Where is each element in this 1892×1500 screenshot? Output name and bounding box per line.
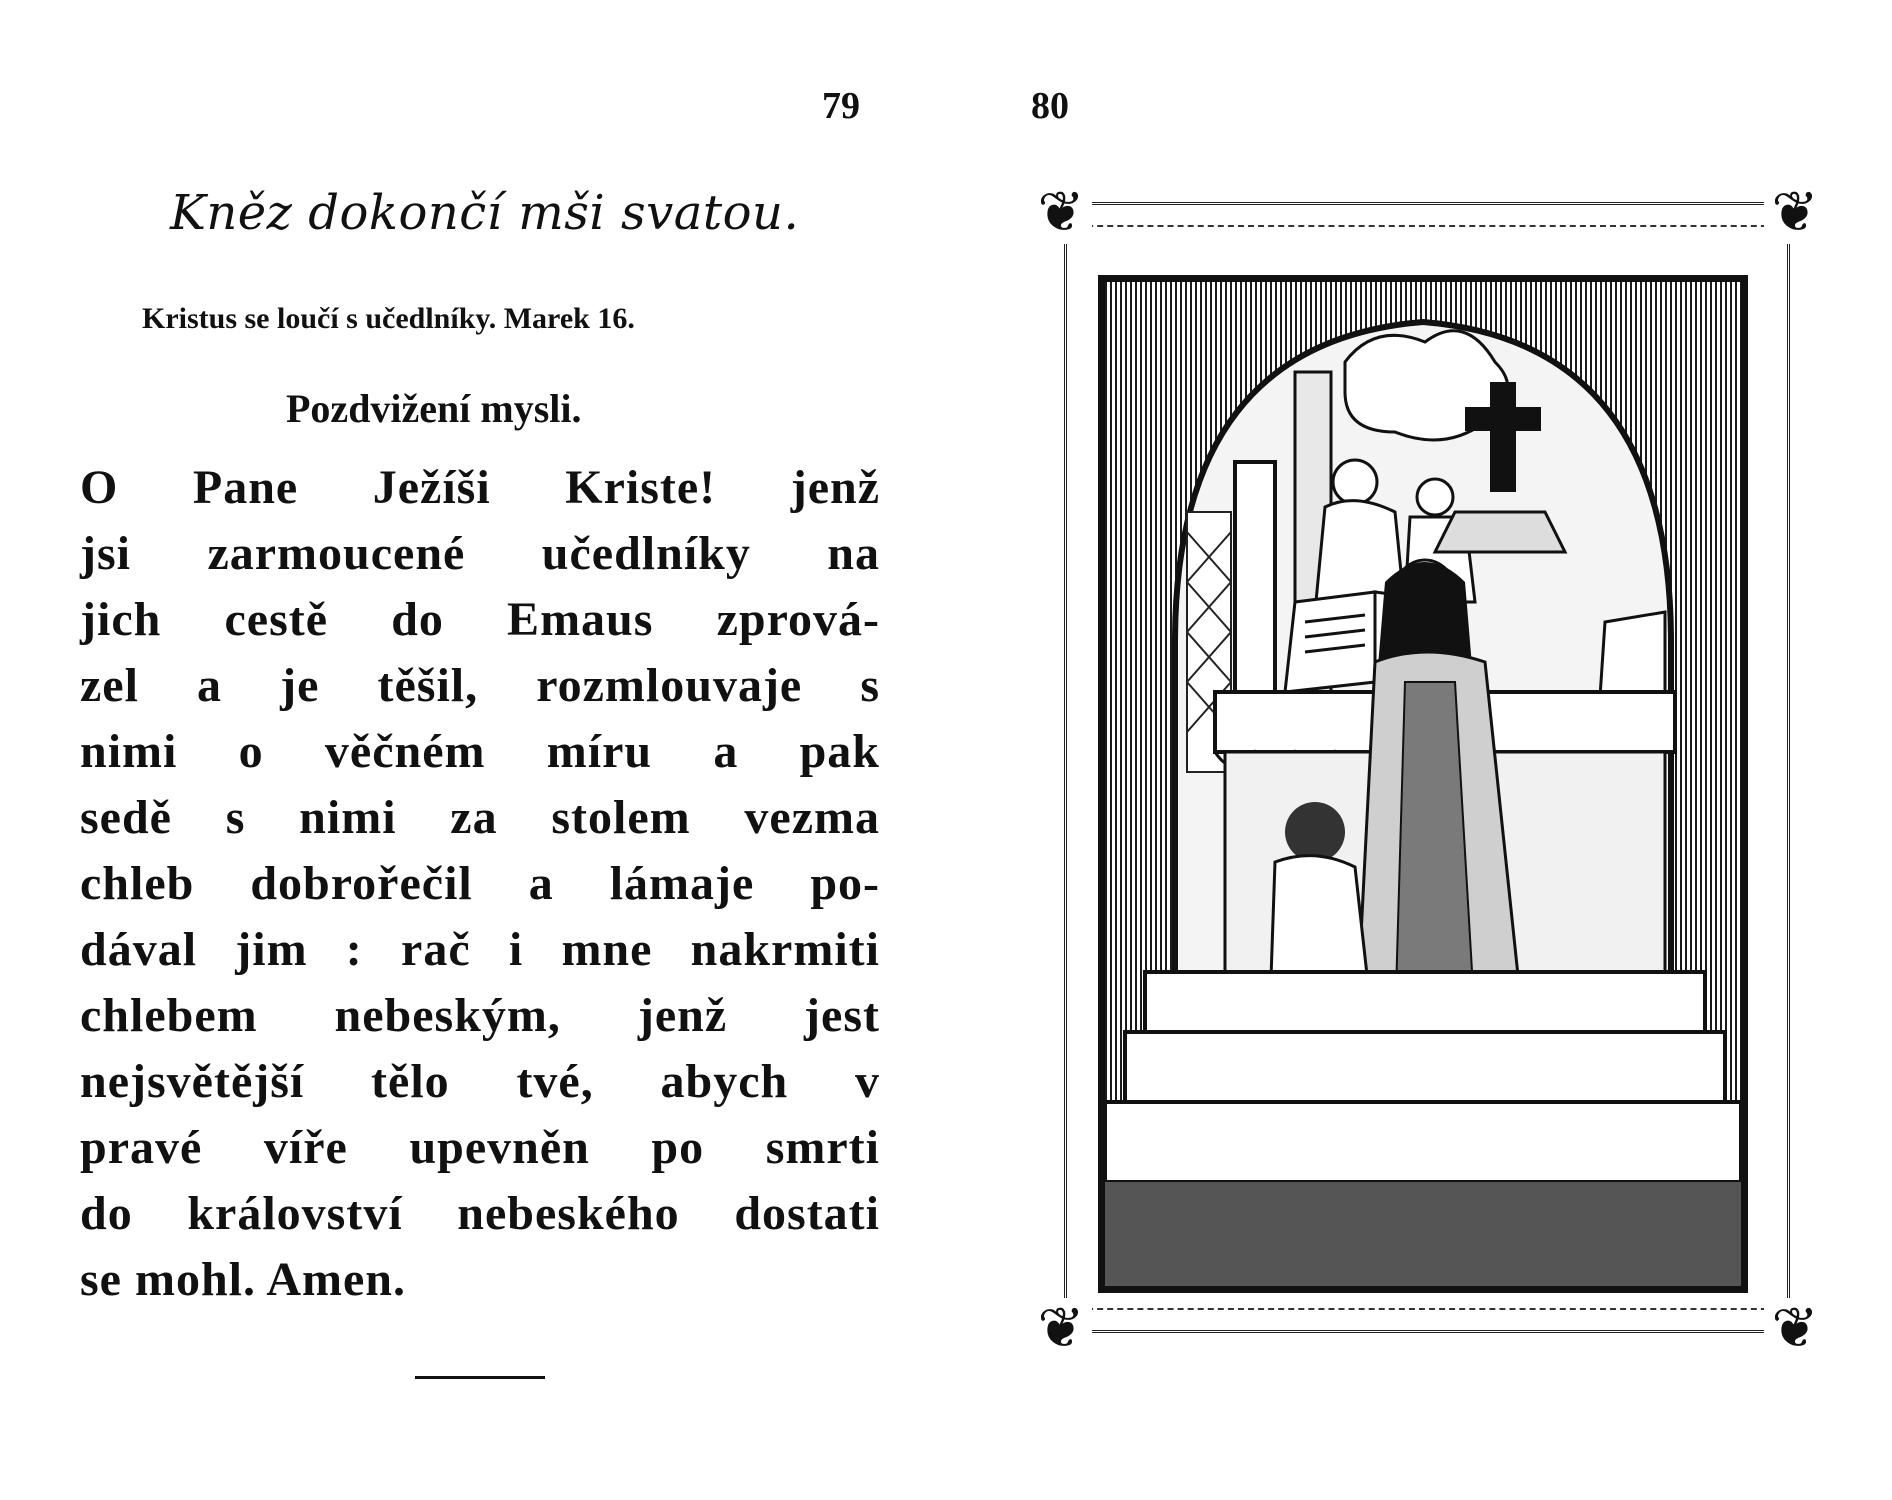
text-line: pravé víře upevněn po smrti <box>80 1121 880 1174</box>
text-line: jich cestě do Emaus zprová- <box>80 593 880 646</box>
corner-ornament-icon: ❦ <box>1030 182 1092 244</box>
text-line: O Pane Ježíši Kriste! jenž <box>80 461 880 514</box>
text-line: nejsvětější tělo tvé, abych v <box>80 1055 880 1108</box>
corner-ornament-icon: ❦ <box>1764 1298 1826 1360</box>
divider-rule <box>415 1376 545 1379</box>
text-line: nimi o věčném míru a pak <box>80 725 880 778</box>
text-line: se mohl. Amen. <box>80 1253 406 1306</box>
text-line: chleb dobrořečil a lámaje po- <box>80 857 880 910</box>
section-title: Kněz dokončí mši svatou. <box>170 185 800 241</box>
text-line: jsi zarmoucené učedlníky na <box>80 527 880 580</box>
page-number: 79 <box>822 85 860 127</box>
prayer-text <box>80 455 880 1313</box>
corner-ornament-icon: ❦ <box>1764 182 1826 244</box>
frame-dashed-line <box>1067 225 1787 227</box>
engraving-illustration <box>1098 275 1748 1293</box>
text-line: chlebem nebeským, jenž jest <box>80 989 880 1042</box>
text-line: do království nebeského dostati <box>80 1187 880 1240</box>
engraving-drawing <box>1105 282 1741 1286</box>
frame-dashed-line <box>1067 1308 1787 1310</box>
corner-ornament-icon: ❦ <box>1030 1298 1092 1360</box>
text-line: sedě s nimi za stolem vezma <box>80 791 880 844</box>
right-page <box>946 0 1892 1500</box>
heading: Pozdvižení mysli. <box>286 386 582 431</box>
page-number: 80 <box>1031 85 1069 127</box>
subheading: Kristus se loučí s učedlníky. Marek 16. <box>142 302 635 335</box>
text-line: zel a je těšil, rozmlouvaje s <box>80 659 880 712</box>
text-line: dával jim : rač i mne nakrmiti <box>80 923 880 976</box>
altar-steps <box>1105 972 1741 1182</box>
